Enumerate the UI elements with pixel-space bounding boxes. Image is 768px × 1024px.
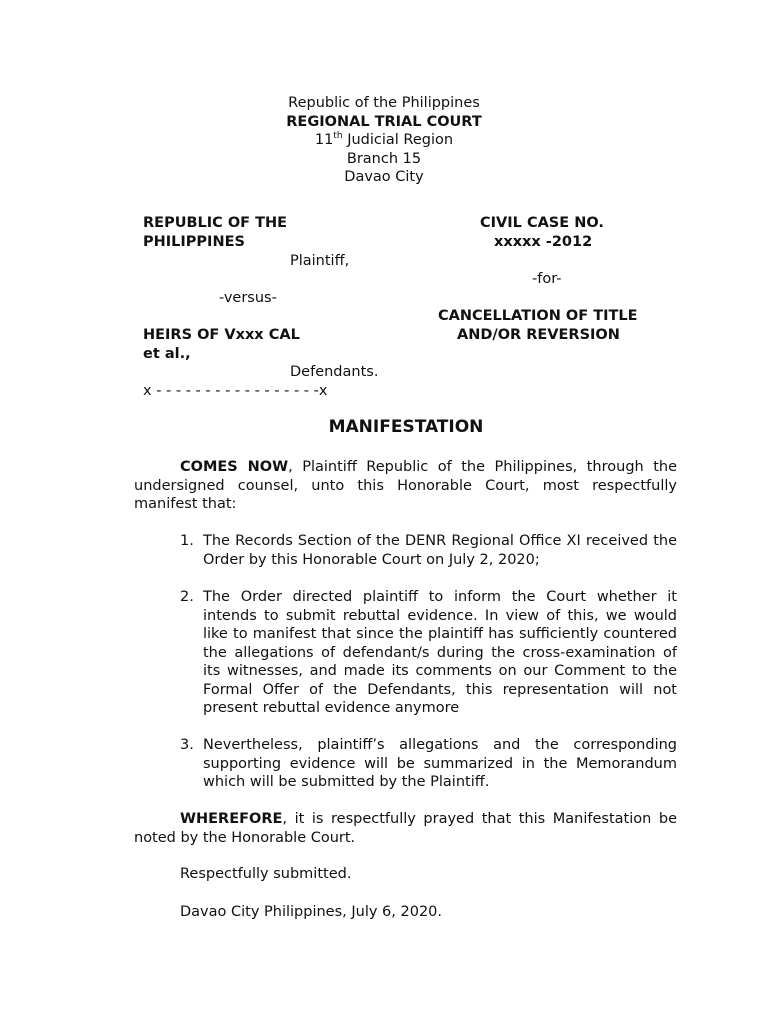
document-title: MANIFESTATION [328, 417, 484, 437]
plaintiff-role: Plaintiff, [290, 253, 350, 269]
header-court: REGIONAL TRIAL COURT [286, 113, 482, 130]
intro-paragraph: COMES NOW, Plaintiff Republic of the Philippines, through the undersigned counsel, unto this Honorable Court, most respectfully manifest that: [134, 459, 678, 512]
case-number: xxxxx -2012 [494, 234, 593, 250]
case-nature-line2: AND/OR REVERSION [457, 327, 620, 343]
header-republic: Republic of the Philippines [288, 95, 480, 111]
plaintiff-name-line2: PHILIPPINES [143, 234, 245, 250]
case-label: CIVIL CASE NO. [480, 215, 604, 231]
document-page: Republic of the Philippines REGIONAL TRIAL COURT 11th Judicial Region Branch 15 Davao City REPUBLIC OF THE PHILIPPINES Plaintiff, -versus- HEIRS OF Vxxx CAL et al., Defendants. x - - - - - - - - - - - - - - - - -x CIVIL CASE NO. xxxxx -2012 -for- CANCELLATION OF TITLE AND/OR REVERSION MANIFESTATION COMES NOW, Plaintiff Republic of the Philippines, through the undersigned counsel, unto this Honorable Court, most respectfully manifest that: 1. The Records Section of the DENR Regional Office XI received the Order by this Honorable Court on July 2, 2020; 2. The Order directed plaintiff to inform the Court whether it intends to submit rebuttal evidence. In view of this, we would like to manifest that since the plaintiff has sufficiently countered the allegations of defendant/s during the cross-examination of its witnesses, and made its comments on our Comment to the Formal Offer of the Defendants, this representation will not present rebuttal evidence anymore 3. Nevertheless, plaintiff’s allegations and the corresponding supporting evidence will be summarized in the Memorandum which will be submitted by the Plaintiff. WHEREFORE, it is respectfully prayed that this Manifestation be noted by the Honorable Court. Respectfully submitted. Davao City Philippines, July 6, 2020. [0, 0, 768, 1024]
prayer-paragraph: WHEREFORE, it is respectfully prayed that this Manifestation be noted by the Honorable Court. [134, 811, 677, 846]
closing-line: Respectfully submitted. [180, 866, 352, 882]
defendant-role: Defendants. [290, 364, 379, 380]
court-header [0, 94, 768, 187]
header-branch: Branch 15 [346, 150, 422, 167]
plaintiff-name-line1: REPUBLIC OF THE [143, 215, 288, 231]
defendant-name-line2: et al., [143, 346, 191, 362]
case-nature-line1: CANCELLATION OF TITLE [438, 308, 638, 324]
header-city: Davao City [344, 169, 424, 185]
for-label: -for- [532, 271, 562, 287]
place-date-line: Davao City Philippines, July 6, 2020. [180, 904, 443, 920]
caption-separator: x - - - - - - - - - - - - - - - - -x [143, 383, 328, 399]
header-region: 11th Judicial Region [314, 131, 454, 148]
defendant-name-line1: HEIRS OF Vxxx CAL [143, 327, 300, 343]
versus-label: -versus- [219, 290, 277, 306]
